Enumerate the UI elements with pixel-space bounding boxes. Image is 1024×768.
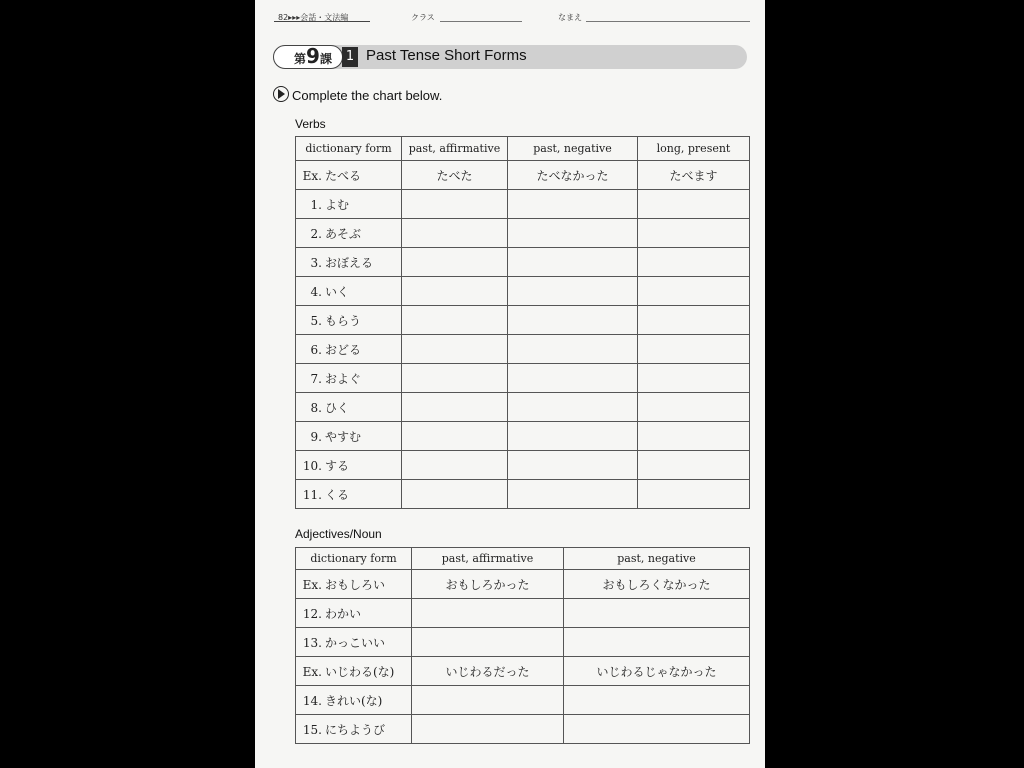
item-number: Ex. [302,577,322,592]
adjectives-header-row [296,548,750,570]
dictionary-form-cell [296,219,402,248]
column-header: past, affirmative [402,137,508,161]
adjectives-table [295,547,750,744]
answer-blank[interactable] [402,480,508,509]
dictionary-form-cell [296,393,402,422]
item-number: 1. [310,197,322,212]
answer-blank[interactable] [402,364,508,393]
answer-blank[interactable] [508,480,638,509]
dictionary-word: くる [325,487,350,502]
item-number: Ex. [302,664,322,679]
answer-blank[interactable] [412,715,564,744]
item-number: 3. [310,255,322,270]
answer-blank[interactable] [402,190,508,219]
dictionary-word: あそぶ [325,226,362,241]
dictionary-word: いじわる(な) [325,664,395,679]
answer-cell: たべます [638,161,750,190]
answer-blank[interactable] [638,422,750,451]
answer-blank[interactable] [402,248,508,277]
answer-blank[interactable] [638,219,750,248]
answer-cell: たべなかった [508,161,638,190]
answer-blank[interactable] [638,190,750,219]
dictionary-form-cell [296,306,402,335]
answer-blank[interactable] [412,599,564,628]
play-arrow-icon [273,86,289,102]
answer-blank[interactable] [508,277,638,306]
answer-blank[interactable] [402,335,508,364]
table-row [296,190,750,219]
table-row [296,306,750,335]
item-number: Ex. [302,168,322,183]
dictionary-word: おもしろい [325,577,386,592]
answer-blank[interactable] [638,451,750,480]
answer-cell: いじわるじゃなかった [564,657,750,686]
item-number: 15. [302,722,322,737]
worksheet-page [255,0,765,768]
answer-blank[interactable] [402,219,508,248]
answer-cell: いじわるだった [412,657,564,686]
dictionary-word: およぐ [325,371,362,386]
answer-blank[interactable] [402,306,508,335]
answer-blank[interactable] [638,393,750,422]
table-row [296,480,750,509]
lesson-suffix: 課 [319,52,332,66]
dictionary-form-cell [296,570,412,599]
item-number: 8. [310,400,322,415]
header-rule [274,21,370,22]
answer-blank[interactable] [638,480,750,509]
answer-blank[interactable] [402,393,508,422]
item-number: 4. [310,284,322,299]
dictionary-form-cell [296,715,412,744]
answer-blank[interactable] [564,599,750,628]
answer-blank[interactable] [564,715,750,744]
answer-blank[interactable] [508,190,638,219]
table-row [296,570,750,599]
verbs-heading: Verbs [295,117,326,131]
dictionary-word: する [325,458,350,473]
instruction-text: Complete the chart below. [292,88,443,103]
answer-cell: おもしろくなかった [564,570,750,599]
page-header [274,12,754,24]
table-row [296,715,750,744]
dictionary-word: よむ [325,197,350,212]
table-row [296,451,750,480]
dictionary-word: わかい [325,606,362,621]
table-row [296,599,750,628]
item-number: 9. [310,429,322,444]
class-label: クラス [411,13,435,22]
name-label: なまえ [558,13,582,22]
page-label: 82▸▸▸会話・文法編 [278,13,349,22]
dictionary-form-cell [296,628,412,657]
answer-blank[interactable] [508,422,638,451]
dictionary-word: おぼえる [325,255,374,270]
item-number: 12. [302,606,322,621]
item-number: 14. [302,693,322,708]
table-row [296,277,750,306]
table-row [296,393,750,422]
dictionary-word: かっこいい [325,635,386,650]
class-field[interactable] [440,21,522,22]
dictionary-word: きれい(な) [325,693,383,708]
answer-blank[interactable] [508,451,638,480]
dictionary-form-cell [296,190,402,219]
answer-blank[interactable] [402,277,508,306]
answer-blank[interactable] [508,306,638,335]
table-row [296,335,750,364]
answer-cell: たべた [402,161,508,190]
answer-blank[interactable] [638,248,750,277]
answer-blank[interactable] [508,393,638,422]
adjectives-heading: Adjectives/Noun [295,527,382,541]
section-title: Past Tense Short Forms [366,47,527,64]
dictionary-word: いく [325,284,350,299]
dictionary-form-cell [296,364,402,393]
dictionary-word: もらう [325,313,362,328]
table-row [296,628,750,657]
table-row [296,364,750,393]
dictionary-word: やすむ [325,429,362,444]
dictionary-word: ひく [325,400,350,415]
lesson-badge [273,45,343,69]
dictionary-form-cell [296,480,402,509]
answer-blank[interactable] [508,219,638,248]
answer-blank[interactable] [638,335,750,364]
item-number: 13. [302,635,322,650]
item-number: 10. [302,458,322,473]
dictionary-form-cell [296,686,412,715]
table-row [296,422,750,451]
dictionary-form-cell [296,451,402,480]
dictionary-form-cell [296,161,402,190]
table-row [296,248,750,277]
dictionary-form-cell [296,422,402,451]
item-number: 2. [310,226,322,241]
answer-blank[interactable] [638,364,750,393]
answer-blank[interactable] [638,306,750,335]
column-header: past, negative [564,548,750,570]
instruction [273,86,442,103]
dictionary-form-cell [296,335,402,364]
dictionary-form-cell [296,657,412,686]
lesson-number: 9 [306,44,320,68]
table-row [296,657,750,686]
section-number: 1 [342,47,358,67]
dictionary-word: おどる [325,342,362,357]
answer-blank[interactable] [508,364,638,393]
answer-blank[interactable] [564,628,750,657]
answer-blank[interactable] [508,335,638,364]
section-banner [273,45,747,69]
table-row [296,219,750,248]
answer-blank[interactable] [412,628,564,657]
answer-cell: おもしろかった [412,570,564,599]
item-number: 11. [302,487,322,502]
verbs-table [295,136,750,509]
verbs-header-row [296,137,750,161]
answer-blank[interactable] [402,451,508,480]
item-number: 5. [310,313,322,328]
column-header: past, negative [508,137,638,161]
answer-blank[interactable] [412,686,564,715]
column-header: dictionary form [296,137,402,161]
dictionary-form-cell [296,277,402,306]
column-header: dictionary form [296,548,412,570]
answer-blank[interactable] [564,686,750,715]
answer-blank[interactable] [508,248,638,277]
answer-blank[interactable] [638,277,750,306]
dictionary-form-cell [296,599,412,628]
table-row [296,161,750,190]
item-number: 7. [310,371,322,386]
dictionary-form-cell [296,248,402,277]
table-row [296,686,750,715]
column-header: long, present [638,137,750,161]
dictionary-word: たべる [325,168,362,183]
column-header: past, affirmative [412,548,564,570]
answer-blank[interactable] [402,422,508,451]
item-number: 6. [310,342,322,357]
lesson-prefix: 第 [294,52,307,66]
dictionary-word: にちようび [325,722,386,737]
name-field[interactable] [586,21,750,22]
